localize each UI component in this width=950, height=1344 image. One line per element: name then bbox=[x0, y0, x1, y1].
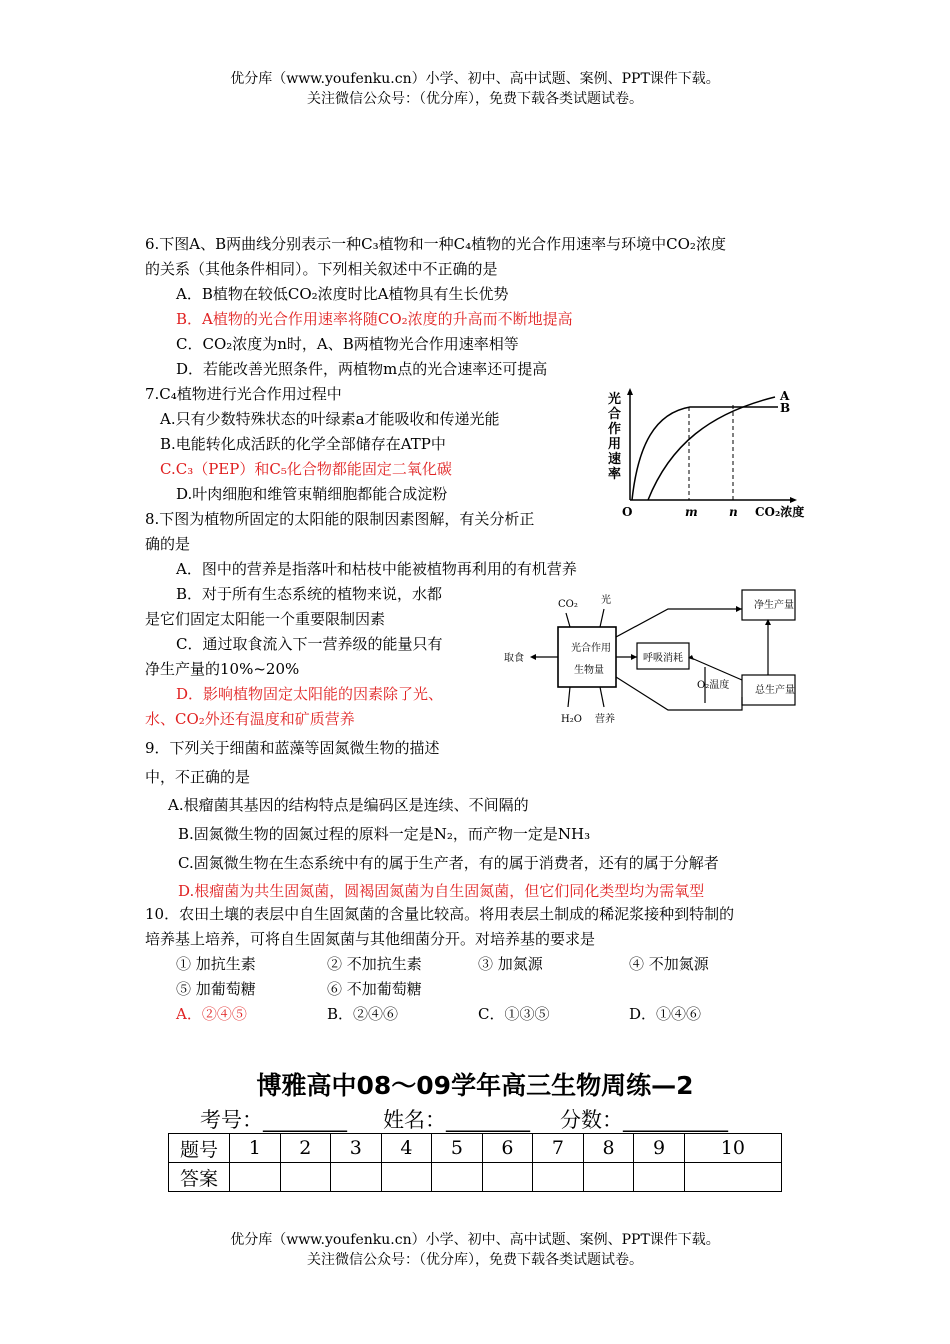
diagram-o2temp: O₂温度 bbox=[697, 680, 730, 691]
answer-cell[interactable] bbox=[381, 1163, 432, 1192]
q10-item-1: ① 加抗生素 bbox=[176, 955, 256, 973]
diagram-net: 净生产量 bbox=[754, 600, 794, 611]
diagram-center-2: 生物量 bbox=[574, 665, 604, 676]
photosynthesis-co2-graph bbox=[600, 385, 825, 525]
q9-option-b: B.固氮微生物的固氮过程的原料一定是N₂，而产物一定是NH₃ bbox=[178, 825, 591, 843]
graph-n-label: n bbox=[729, 505, 738, 519]
question-number-cell: 3 bbox=[331, 1134, 382, 1163]
graph-ylabel-2: 作 bbox=[608, 422, 622, 437]
question-number-cell: 5 bbox=[432, 1134, 483, 1163]
diagram-light: 光 bbox=[601, 595, 611, 606]
diagram-h2o: H₂O bbox=[561, 714, 582, 725]
graph-curve-b-label: B bbox=[780, 401, 791, 415]
q10-stem-1: 10．农田土壤的表层中自生固氮菌的含量比较高。将用表层土制成的稀泥浆接种到特制的 bbox=[145, 905, 735, 923]
question-number-cell: 7 bbox=[533, 1134, 584, 1163]
answer-cell[interactable] bbox=[583, 1163, 634, 1192]
kaohao-field[interactable]: 考号：________ bbox=[200, 1108, 347, 1132]
answer-cell[interactable] bbox=[684, 1163, 781, 1192]
q8-option-b-2: 是它们固定太阳能一个重要限制因素 bbox=[145, 610, 386, 628]
graph-xlabel: CO₂浓度 bbox=[755, 505, 805, 519]
answer-table bbox=[168, 1133, 782, 1192]
q6-option-d: D．若能改善光照条件，两植物m点的光合速率还可提高 bbox=[176, 360, 548, 378]
graph-ylabel-3: 用 bbox=[608, 437, 622, 452]
row-label-answer: 答案 bbox=[169, 1163, 230, 1192]
answer-table-answer-row bbox=[169, 1163, 782, 1192]
q8-option-b-1: B．对于所有生态系统的植物来说，水都 bbox=[176, 585, 443, 603]
row-label-number: 题号 bbox=[169, 1134, 230, 1163]
q10-option-a: A．②④⑤ bbox=[176, 1005, 247, 1023]
q9-option-a: A.根瘤菌其基因的结构特点是编码区是连续、不间隔的 bbox=[168, 796, 529, 814]
q8-option-d-2: 水、CO₂外还有温度和矿质营养 bbox=[145, 710, 355, 728]
q9-option-d: D.根瘤菌为共生固氮菌，圆褐固氮菌为自生固氮菌，但它们同化类型均为需氧型 bbox=[178, 882, 705, 900]
q10-option-b: B．②④⑥ bbox=[327, 1005, 399, 1023]
q10-item-6: ⑥ 不加葡萄糖 bbox=[327, 980, 422, 998]
q8-option-c-2: 净生产量的10%~20% bbox=[145, 660, 300, 678]
footer-line-1: 优分库（www.youfenku.cn）小学、初中、高中试题、案例、PPT课件下载。 bbox=[230, 1232, 720, 1248]
footer-line-2: 关注微信公众号：（优分库），免费下载各类试题试卷。 bbox=[307, 1252, 643, 1268]
question-number-cell: 10 bbox=[684, 1134, 781, 1163]
answer-cell[interactable] bbox=[533, 1163, 584, 1192]
question-number-cell: 4 bbox=[381, 1134, 432, 1163]
q6-option-b: B．A植物的光合作用速率将随CO₂浓度的升高而不断地提高 bbox=[176, 310, 573, 328]
question-number-cell: 8 bbox=[583, 1134, 634, 1163]
q9-stem-1: 9．下列关于细菌和蓝藻等固氮微生物的描述 bbox=[145, 739, 440, 757]
q10-item-5: ⑤ 加葡萄糖 bbox=[176, 980, 256, 998]
q10-item-4: ④ 不加氮源 bbox=[629, 955, 709, 973]
answer-cell[interactable] bbox=[331, 1163, 382, 1192]
header-line-1: 优分库（www.youfenku.cn）小学、初中、高中试题、案例、PPT课件下载。 bbox=[230, 71, 720, 87]
graph-ylabel-0: 光 bbox=[608, 392, 622, 407]
question-number-cell: 2 bbox=[280, 1134, 331, 1163]
score-field[interactable]: 分数：__________ bbox=[560, 1108, 728, 1132]
diagram-co2: CO₂ bbox=[558, 599, 578, 610]
answer-cell[interactable] bbox=[482, 1163, 533, 1192]
q8-stem-2: 确的是 bbox=[145, 535, 191, 553]
q10-option-c: C．①③⑤ bbox=[478, 1005, 550, 1023]
q8-option-a: A．图中的营养是指落叶和枯枝中能被植物再利用的有机营养 bbox=[176, 560, 577, 578]
graph-ylabel-4: 速 bbox=[608, 452, 622, 467]
answer-cell[interactable] bbox=[230, 1163, 281, 1192]
energy-limiting-factors-diagram bbox=[500, 585, 800, 730]
q7-option-d: D.叶肉细胞和维管束鞘细胞都能合成淀粉 bbox=[176, 485, 448, 503]
question-number-cell: 1 bbox=[230, 1134, 281, 1163]
q8-stem-1: 8.下图为植物所固定的太阳能的限制因素图解，有关分析正 bbox=[145, 510, 535, 528]
q10-item-3: ③ 加氮源 bbox=[478, 955, 543, 973]
question-number-cell: 9 bbox=[634, 1134, 685, 1163]
q6-option-c: C．CO₂浓度为n时，A、B两植物光合作用速率相等 bbox=[176, 335, 519, 353]
q7-option-b: B.电能转化成活跃的化学全部储存在ATP中 bbox=[160, 435, 446, 453]
q7-stem: 7.C₄植物进行光合作用过程中 bbox=[145, 385, 342, 403]
q9-option-c: C.固氮微生物在生态系统中有的属于生产者，有的属于消费者，还有的属于分解者 bbox=[178, 854, 719, 872]
graph-ylabel-1: 合 bbox=[608, 407, 622, 422]
graph-curve-a-label: A bbox=[780, 389, 790, 403]
graph-m-label: m bbox=[685, 505, 698, 519]
q10-option-d: D．①④⑥ bbox=[629, 1005, 702, 1023]
name-field[interactable]: 姓名：________ bbox=[383, 1108, 530, 1132]
q8-option-d-1: D．影响植物固定太阳能的因素除了光、 bbox=[176, 685, 444, 703]
header-line-2: 关注微信公众号：（优分库），免费下载各类试题试卷。 bbox=[307, 91, 643, 107]
diagram-resp: 呼吸消耗 bbox=[643, 653, 683, 664]
diagram-center-1: 光合作用 bbox=[571, 643, 611, 654]
q6-stem-1: 6.下图A、B两曲线分别表示一种C₃植物和一种C₄植物的光合作用速率与环境中CO₂浓度 bbox=[145, 235, 726, 253]
diagram-total: 总生产量 bbox=[755, 685, 795, 696]
answer-cell[interactable] bbox=[432, 1163, 483, 1192]
question-number-cell: 6 bbox=[482, 1134, 533, 1163]
q10-stem-2: 培养基上培养，可将自生固氮菌与其他细菌分开。对培养基的要求是 bbox=[145, 930, 596, 948]
exam-title: 博雅高中08～09学年高三生物周练—2 bbox=[256, 1071, 694, 1100]
answer-cell[interactable] bbox=[280, 1163, 331, 1192]
q8-option-c-1: C．通过取食流入下一营养级的能量只有 bbox=[176, 635, 443, 653]
diagram-nutrition: 营养 bbox=[595, 714, 615, 725]
q7-option-a: A.只有少数特殊状态的叶绿素a才能吸收和传递光能 bbox=[160, 410, 500, 428]
graph-ylabel-5: 率 bbox=[608, 467, 622, 482]
diagram-qushi: 取食 bbox=[504, 653, 524, 664]
answer-table-header-row bbox=[169, 1134, 782, 1163]
q6-option-a: A．B植物在较低CO₂浓度时比A植物具有生长优势 bbox=[176, 285, 509, 303]
q9-stem-2: 中，不正确的是 bbox=[145, 768, 251, 786]
graph-origin: O bbox=[622, 505, 633, 519]
q6-stem-2: 的关系（其他条件相同）。下列相关叙述中不正确的是 bbox=[145, 260, 498, 278]
q7-option-c: C.C₃（PEP）和C₅化合物都能固定二氧化碳 bbox=[160, 460, 452, 478]
answer-cell[interactable] bbox=[634, 1163, 685, 1192]
q10-item-2: ② 不加抗生素 bbox=[327, 955, 422, 973]
